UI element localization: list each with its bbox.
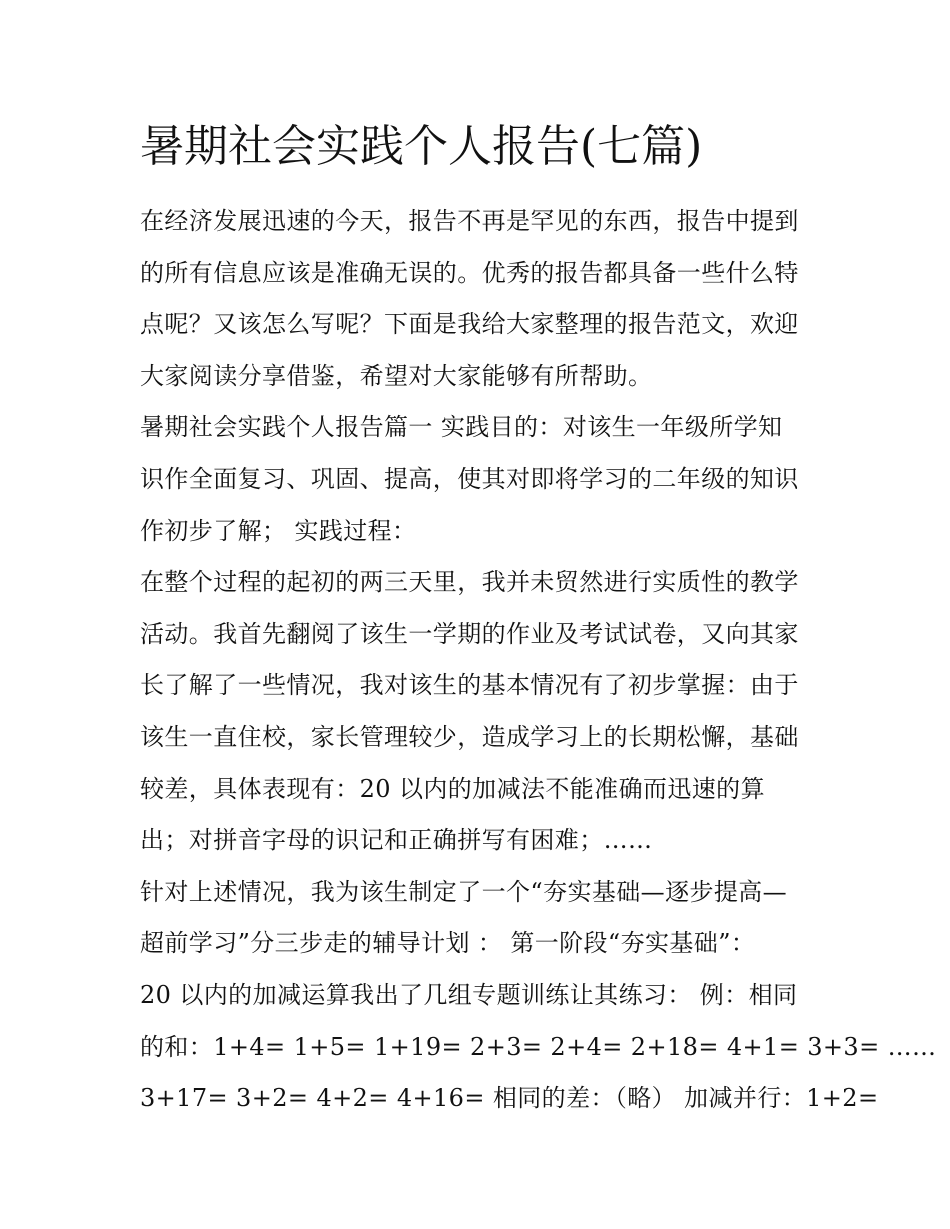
body-line: 出；对拼音字母的识记和正确拼写有困难；……: [140, 826, 653, 855]
body-line: 针对上述情况，我为该生制定了一个“夯实基础—逐步提高—: [140, 877, 788, 906]
body-line: 点呢？又该怎么写呢？下面是我给大家整理的报告范文，欢迎: [140, 310, 799, 339]
body-line: 的所有信息应该是准确无误的。优秀的报告都具备一些什么特: [140, 258, 799, 287]
document-title: 暑期社会实践个人报告(七篇): [140, 121, 703, 172]
body-line: 3+17= 3+2= 4+2= 4+16= 相同的差：（略） 加减并行：1+2=: [140, 1084, 879, 1113]
body-line: 识作全面复习、巩固、提高，使其对即将学习的二年级的知识: [140, 464, 799, 493]
body-line: 的和：1+4= 1+5= 1+19= 2+3= 2+4= 2+18= 4+1= 3+3= ……: [140, 1032, 937, 1061]
body-line: 大家阅读分享借鉴，希望对大家能够有所帮助。: [140, 361, 653, 390]
body-line: 较差，具体表现有：20 以内的加减法不能准确而迅速的算: [140, 774, 765, 803]
body-line: 在整个过程的起初的两三天里，我并未贸然进行实质性的教学: [140, 568, 799, 597]
body-line: 活动。我首先翻阅了该生一学期的作业及考试试卷，又向其家: [140, 619, 799, 648]
body-line: 该生一直住校，家长管理较少，造成学习上的长期松懈，基础: [140, 722, 799, 751]
body-line: 暑期社会实践个人报告篇一 实践目的：对该生一年级所学知: [140, 413, 783, 442]
body-line: 作初步了解； 实践过程：: [140, 516, 417, 545]
body-line: 20 以内的加减运算我出了几组专题训练让其练习： 例：相同: [140, 980, 798, 1009]
body-line: 在经济发展迅速的今天，报告不再是罕见的东西，报告中提到: [140, 207, 799, 235]
document-body: [140, 196, 937, 1125]
body-line: 长了解了一些情况，我对该生的基本情况有了初步掌握：由于: [140, 671, 799, 700]
body-line: 超前学习”分三步走的辅导计划 ： 第一阶段“夯实基础”：: [140, 929, 756, 958]
